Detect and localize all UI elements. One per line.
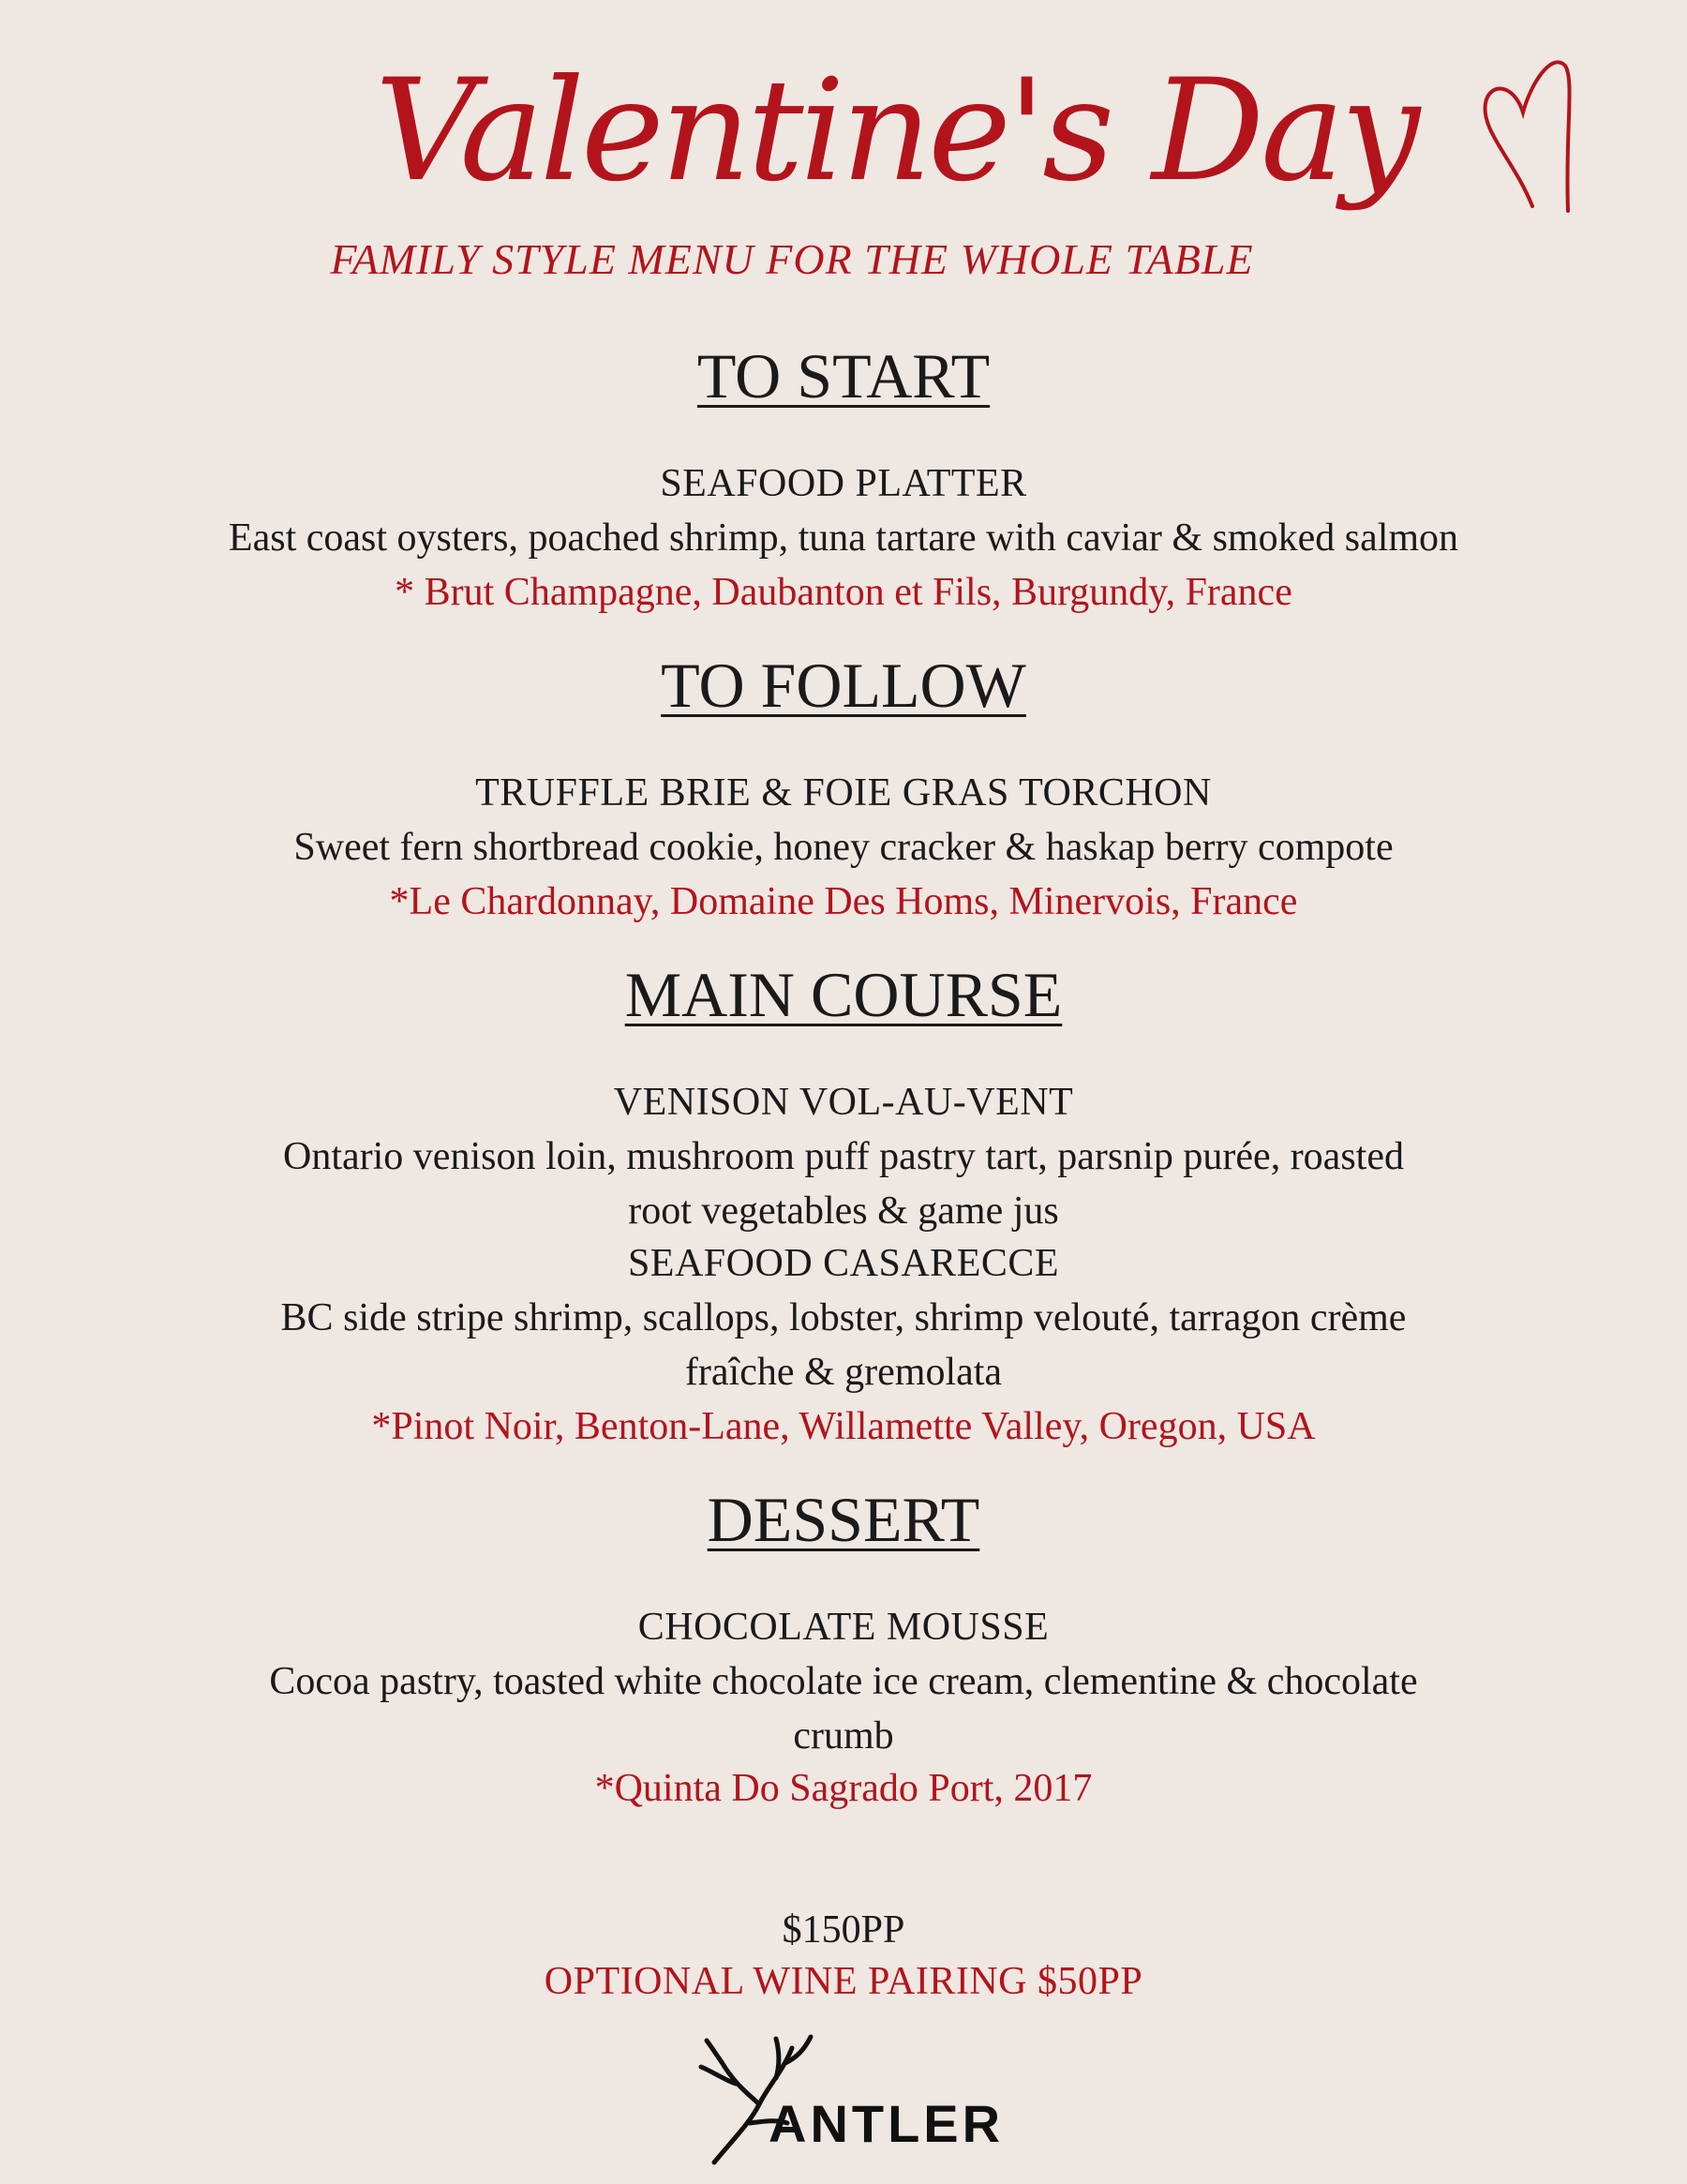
section-heading-to-start: TO START: [696, 340, 991, 411]
wine-pairing-to-follow: *Le Chardonnay, Domaine Des Homs, Minervois, France: [389, 880, 1298, 923]
item-name-venison: VENISON VOL-AU-VENT: [613, 1081, 1074, 1124]
item-desc-truffle-brie: Sweet fern shortbread cookie, honey cracker & haskap berry compote: [293, 826, 1394, 869]
menu-price: $150PP: [782, 1908, 905, 1952]
menu-title-text: Valentine's Day: [375, 50, 1417, 213]
item-desc-seafood-platter: East coast oysters, poached shrimp, tuna tartare with caviar & smoked salmon: [228, 516, 1459, 560]
item-desc-mousse-line-2: crumb: [793, 1714, 894, 1758]
heart-icon: [1476, 47, 1579, 216]
wine-pairing-dessert: *Quinta Do Sagrado Port, 2017: [594, 1767, 1093, 1810]
item-desc-venison-line-1: Ontario venison loin, mushroom puff pastry tart, parsnip purée, roasted: [283, 1135, 1404, 1178]
section-heading-main-course: MAIN COURSE: [624, 959, 1063, 1030]
item-name-truffle-brie: TRUFFLE BRIE & FOIE GRAS TORCHON: [475, 771, 1212, 815]
menu-title: [375, 37, 1417, 244]
section-heading-to-follow: TO FOLLOW: [661, 650, 1026, 721]
wine-pairing-price: OPTIONAL WINE PAIRING $50PP: [544, 1960, 1143, 2003]
antler-logo: [694, 2029, 1003, 2170]
wine-pairing-main-course: *Pinot Noir, Benton-Lane, Willamette Valley, Oregon, USA: [371, 1405, 1316, 1448]
antler-logo-text: ANTLER: [769, 2094, 1005, 2153]
section-heading-dessert: DESSERT: [707, 1484, 980, 1555]
item-name-seafood-casarecce: SEAFOOD CASARECCE: [627, 1242, 1060, 1285]
item-name-seafood-platter: SEAFOOD PLATTER: [660, 462, 1027, 505]
item-desc-venison-line-2: root vegetables & game jus: [628, 1189, 1059, 1233]
wine-pairing-to-start: * Brut Champagne, Daubanton et Fils, Burgundy, France: [395, 571, 1292, 614]
item-desc-casarecce-line-1: BC side stripe shrimp, scallops, lobster, shrimp velouté, tarragon crème: [280, 1296, 1407, 1339]
menu-subtitle: FAMILY STYLE MENU FOR THE WHOLE TABLE: [330, 235, 1254, 283]
item-name-chocolate-mousse: CHOCOLATE MOUSSE: [637, 1606, 1050, 1649]
item-desc-casarecce-line-2: fraîche & gremolata: [684, 1351, 1003, 1394]
item-desc-mousse-line-1: Cocoa pastry, toasted white chocolate ice cream, clementine & chocolate: [269, 1660, 1418, 1703]
